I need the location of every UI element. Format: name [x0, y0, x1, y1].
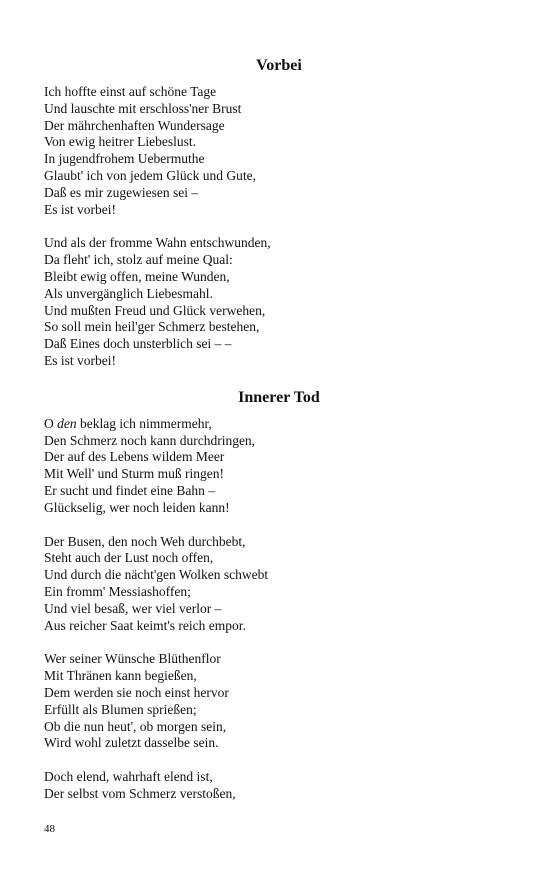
emphasized-word: den — [57, 415, 77, 431]
verse-line: Daß es mir zugewiesen sei – — [44, 184, 199, 200]
stanza — [44, 416, 514, 517]
verse-line: Mit Well' und Sturm muß ringen! — [44, 466, 224, 482]
verse-line-first — [44, 416, 514, 433]
verse-line: Doch elend, wahrhaft elend ist, — [44, 769, 213, 785]
verse-line: Ob die nun heut', ob morgen sein, — [44, 718, 227, 734]
verse-line: Er sucht und findet eine Bahn – — [44, 482, 215, 498]
verse-line: Der auf des Lebens wildem Meer — [44, 449, 225, 465]
verse-line: Dem werden sie noch einst hervor — [44, 684, 229, 700]
verse-line: Und mußten Freud und Glück verwehen, — [44, 302, 266, 318]
verse-line: Glaubt' ich von jedem Glück und Gute, — [44, 167, 257, 183]
verse-line: Der Busen, den noch Weh durchbebt, — [44, 533, 246, 549]
poem-title: Vorbei — [256, 57, 302, 74]
verse-text: beklag ich nimmermehr, — [76, 415, 212, 431]
verse-line: Und viel besaß, wer viel verlor – — [44, 600, 222, 616]
stanza — [44, 84, 514, 218]
verse-line: Ein fromm' Messiashoffen; — [44, 583, 191, 599]
verse-line: Von ewig heitrer Liebeslust. — [44, 134, 196, 150]
verse-line: In jugendfrohem Uebermuthe — [44, 151, 205, 167]
verse-line: Und lauschte mit erschloss'ner Brust — [44, 100, 242, 116]
verse-line: So soll mein heil'ger Schmerz bestehen, — [44, 319, 260, 335]
verse-line: Mit Thränen kann begießen, — [44, 668, 197, 684]
verse-line: Und durch die nächt'gen Wolken schwebt — [44, 567, 269, 583]
verse-line: Da fleht' ich, stolz auf meine Qual: — [44, 252, 233, 268]
stanza — [44, 769, 514, 803]
verse-line: Glückselig, wer noch leiden kann! — [44, 499, 230, 515]
poem-vorbei — [44, 56, 514, 370]
book-page — [44, 56, 514, 821]
stanza — [44, 235, 514, 369]
page-number: 48 — [44, 823, 55, 835]
verse-line: Bleibt ewig offen, meine Wunden, — [44, 268, 230, 284]
verse-line: Es ist vorbei! — [44, 352, 116, 368]
verse-line: Es ist vorbei! — [44, 201, 116, 217]
verse-line: Und als der fromme Wahn entschwunden, — [44, 235, 271, 251]
verse-line: Der mährchenhaften Wundersage — [44, 117, 225, 133]
verse-line: Als unvergänglich Liebesmahl. — [44, 285, 213, 301]
verse-line: Ich hoffte einst auf schöne Tage — [44, 84, 217, 99]
verse-line: Steht auch der Lust noch offen, — [44, 550, 214, 566]
poem-innerer-tod — [44, 388, 514, 803]
poem-title: Innerer Tod — [238, 388, 320, 406]
stanza — [44, 534, 514, 635]
verse-line: Den Schmerz noch kann durchdringen, — [44, 432, 256, 448]
verse-text: O — [44, 415, 58, 431]
verse-line: Daß Eines doch unsterblich sei – – — [44, 336, 232, 352]
verse-line: Wer seiner Wünsche Blüthenflor — [44, 651, 221, 667]
stanza — [44, 651, 514, 752]
verse-line: Der selbst vom Schmerz verstoßen, — [44, 785, 236, 801]
verse-line: Erfüllt als Blumen sprießen; — [44, 701, 197, 717]
verse-line: Aus reicher Saat keimt's reich empor. — [44, 617, 246, 633]
verse-line: Wird wohl zuletzt dasselbe sein. — [44, 735, 219, 751]
